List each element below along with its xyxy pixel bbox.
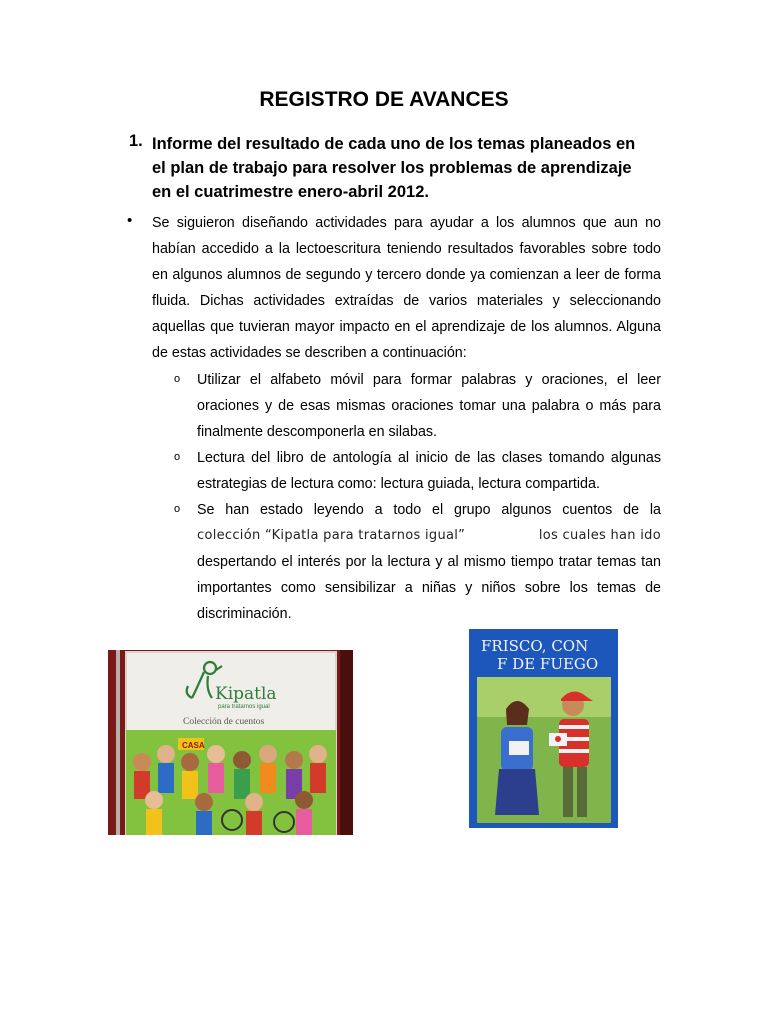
sub-item-2: Lectura del libro de antología al inicio de las clases tomando algunas estrategias de lectura como: lectura guiada, lectura compartida. xyxy=(197,450,661,493)
sub-item-marker: o xyxy=(174,373,181,385)
kipatla-brand: Kipatla xyxy=(215,684,277,704)
casa-sign: CASA xyxy=(182,741,205,750)
kipatla-cover-photo xyxy=(108,650,353,835)
frisco-title-line-1: FRISCO, CON xyxy=(481,637,589,655)
collection-name: colección “Kipatla para tratarnos igual” xyxy=(197,528,466,544)
sub-item-1: Utilizar el alfabeto móvil para formar palabras y oraciones, el leer oraciones y de esas mismas oraciones tomar una palabra o más para finalmente descomponerla en silabas. xyxy=(197,372,661,441)
bullet-paragraph: Se siguieron diseñando actividades para ayudar a los alumnos que aun no habían accedido a la lectoescritura teniendo resultados favorables sobre todo en algunos alumnos de segundo y tercero donde ya comienzan a leer de forma fluida. Dichas actividades extraídas de varios materiales y seleccionando aquellas que tuvieran mayor impacto en el aprendizaje de los alumnos. Alguna de estas actividades se describen a continuación: xyxy=(152,215,661,362)
section-heading: Informe del resultado de cada uno de los temas planeados en el plan de trabajo para resolver los problemas de aprendizaje en el cuatrimestre enero-abril 2012. xyxy=(152,135,636,201)
collection-connector: los cuales han ido xyxy=(538,528,661,544)
sub-item-3-rest: despertando el interés por la lectura y al mismo tiempo tratar temas tan importantes como sensibilizar a niñas y niños sobre los temas de discriminación. xyxy=(197,554,661,623)
frisco-cover-photo xyxy=(469,629,618,828)
sub-item-marker: o xyxy=(174,503,181,515)
sub-item-3 xyxy=(197,497,661,627)
bullet-marker: • xyxy=(127,212,133,229)
frisco-title-line-2: F DE FUEGO xyxy=(497,655,599,673)
kipatla-tagline: para tratarnos igual xyxy=(218,704,270,710)
sub-item-marker: o xyxy=(174,451,181,463)
section-number: 1. xyxy=(129,132,143,150)
sub-item-3-line-2 xyxy=(197,523,661,549)
kipatla-subtitle: Colección de cuentos xyxy=(183,717,265,727)
page-title: REGISTRO DE AVANCES xyxy=(259,88,509,111)
sub-item-3-line-1: Se han estado leyendo a todo el grupo algunos cuentos de la xyxy=(197,502,661,518)
